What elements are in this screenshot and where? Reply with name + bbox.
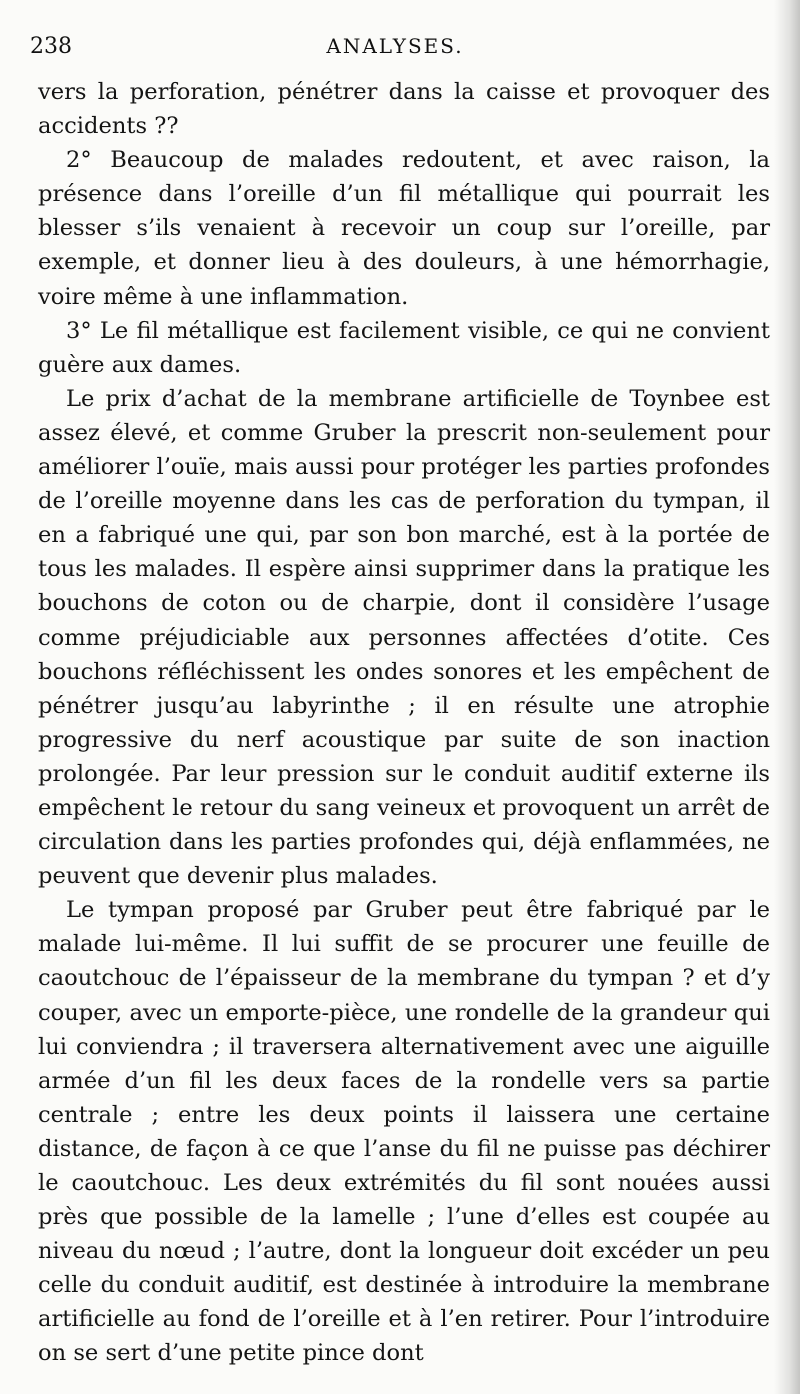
paragraph-point-2: 2° Beaucoup de malades redoutent, et avec raison, la présence dans l’oreille d’un fil métallique qui pourrait les blesser s’ils venaient à recevoir un coup sur l’oreille, par exemple, et donner lieu à des douleurs, à une hémorrhagie, voire même à une inflammation.: [38, 147, 770, 310]
paragraph-point-3: 3° Le fil métallique est facilement visible, ce qui ne convient guère aux dames.: [38, 317, 770, 378]
paragraph-gruber-tympan: Le tympan proposé par Gruber peut être fabriqué par le malade lui-même. Il lui suffit de se procurer une feuille de caoutchouc de l’épaisseur de la membrane du tympan ? et d’y couper, avec un emporte-pièce, une rondelle de la grandeur qui lui conviendra ; il traversera alternativement avec une aiguille armée d’un fil les deux faces de la rondelle vers sa partie centrale ; entre les deux points il laissera une certaine distance, de façon à ce que l’anse du fil ne puisse pas déchirer le caoutchouc. Les deux extrémités du fil sont nouées aussi près que possible de la lamelle ; l’une d’elles est coupée au niveau du nœud ; l’autre, dont la longueur doit excéder un peu celle du conduit auditif, est destinée à introduire la membrane artificielle au fond de l’oreille et à l’en retirer. Pour l’introduire on se sert d’une petite pince dont: [38, 897, 770, 1367]
paragraph-continuation: vers la perforation, pénétrer dans la caisse et provoquer des accidents ??: [38, 79, 770, 140]
page-edge-shadow: [774, 0, 800, 1394]
body-text: [38, 75, 770, 1371]
page-number: 238: [30, 34, 72, 59]
running-title: ANALYSES.: [326, 34, 464, 58]
page-header: [30, 34, 760, 64]
paragraph-toynbee-membrane: Le prix d’achat de la membrane artificielle de Toynbee est assez élevé, et comme Gruber la prescrit non-seulement pour améliorer l’ouïe, mais aussi pour protéger les parties profondes de l’oreille moyenne dans les cas de perforation du tympan, il en a fabriqué une qui, par son bon marché, est à la portée de tous les malades. Il espère ainsi supprimer dans la pratique les bouchons de coton ou de charpie, dont il considère l’usage comme préjudiciable aux personnes affectées d’otite. Ces bouchons réfléchissent les ondes sonores et les empêchent de pénétrer jusqu’au labyrinthe ; il en résulte une atrophie progressive du nerf acoustique par suite de son inaction prolongée. Par leur pression sur le conduit auditif externe ils empêchent le retour du sang veineux et provoquent un arrêt de circulation dans les parties profondes qui, déjà enflammées, ne peuvent que devenir plus malades.: [38, 385, 770, 890]
